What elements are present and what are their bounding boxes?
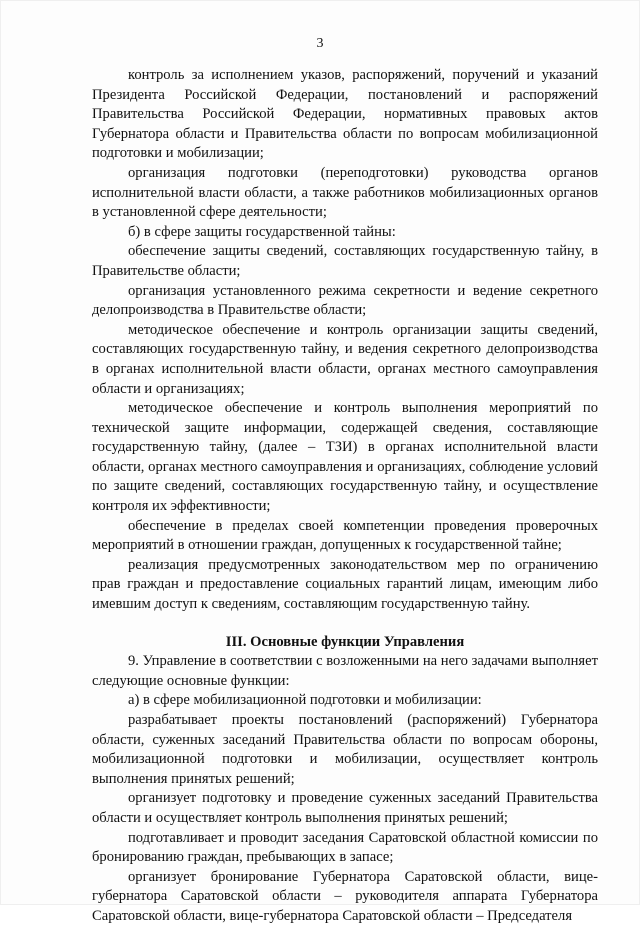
paragraph: организация подготовки (переподготовки) руководства органов исполнительной власти области, а также работников мобилизационных органов в установленной сфере деятельности;: [92, 164, 598, 221]
document-body: [92, 66, 598, 927]
paragraph: методическое обеспечение и контроль выполнения мероприятий по технической защите информации, содержащей сведения, составляющие государственную тайну, (далее – ТЗИ) в органах исполнительной власти области, органах местного самоуправления и организациях, соблюдение условий по защите сведений, составляющих государственную тайну, и осуществление контроля их эффективности;: [92, 400, 598, 515]
paragraph: организует бронирование Губернатора Саратовской области, вице-губернатора Саратовской области – руководителя аппарата Губернатора Саратовской области, вице-губернатора Саратовской области – Председателя: [92, 868, 598, 924]
paragraph: обеспечение защиты сведений, составляющих государственную тайну, в Правительстве области;: [92, 243, 598, 279]
section-heading: III. Основные функции Управления: [225, 633, 465, 650]
paragraph: 9. Управление в соответствии с возложенными на него задачами выполняет следующие основные функции:: [92, 653, 598, 689]
paragraph: подготавливает и проводит заседания Саратовской областной комиссии по бронированию граждан, пребывающих в запасе;: [92, 829, 598, 866]
paragraph: б) в сфере защиты государственной тайны:: [128, 223, 396, 240]
paragraph: организация установленного режима секретности и ведение секретного делопроизводства в Правительстве области;: [92, 282, 598, 319]
page-number: 3: [316, 36, 324, 51]
paragraph: разрабатывает проекты постановлений (распоряжений) Губернатора области, суженных заседаний Правительства области по вопросам обороны, мобилизационной подготовки и мобилизации, осуществляет контроль выполнения принятых решений;: [92, 712, 598, 787]
paragraph: методическое обеспечение и контроль организации защиты сведений, составляющих государственную тайну, и ведения секретного делопроизводства в органах исполнительной власти области, органах местного самоуправления области и организациях;: [92, 321, 598, 397]
paragraph: а) в сфере мобилизационной подготовки и мобилизации:: [128, 692, 482, 709]
paragraph: реализация предусмотренных законодательством мер по ограничению прав граждан и предоставление социальных гарантий лицам, имеющим либо имевшим доступ к сведениям, составляющим государственную тайну.: [92, 556, 598, 613]
paragraph: контроль за исполнением указов, распоряжений, поручений и указаний Президента Российской Федерации, постановлений и распоряжений Правительства Российской Федерации, нормативных правовых актов Губернатора области и Правительства области по вопросам мобилизационной подготовки и мобилизации;: [92, 67, 598, 162]
paragraph: организует подготовку и проведение суженных заседаний Правительства области и осуществляет контроль выполнения принятых решений;: [92, 790, 598, 826]
paragraph: обеспечение в пределах своей компетенции проведения проверочных мероприятий в отношении граждан, допущенных к государственной тайне;: [92, 517, 598, 554]
